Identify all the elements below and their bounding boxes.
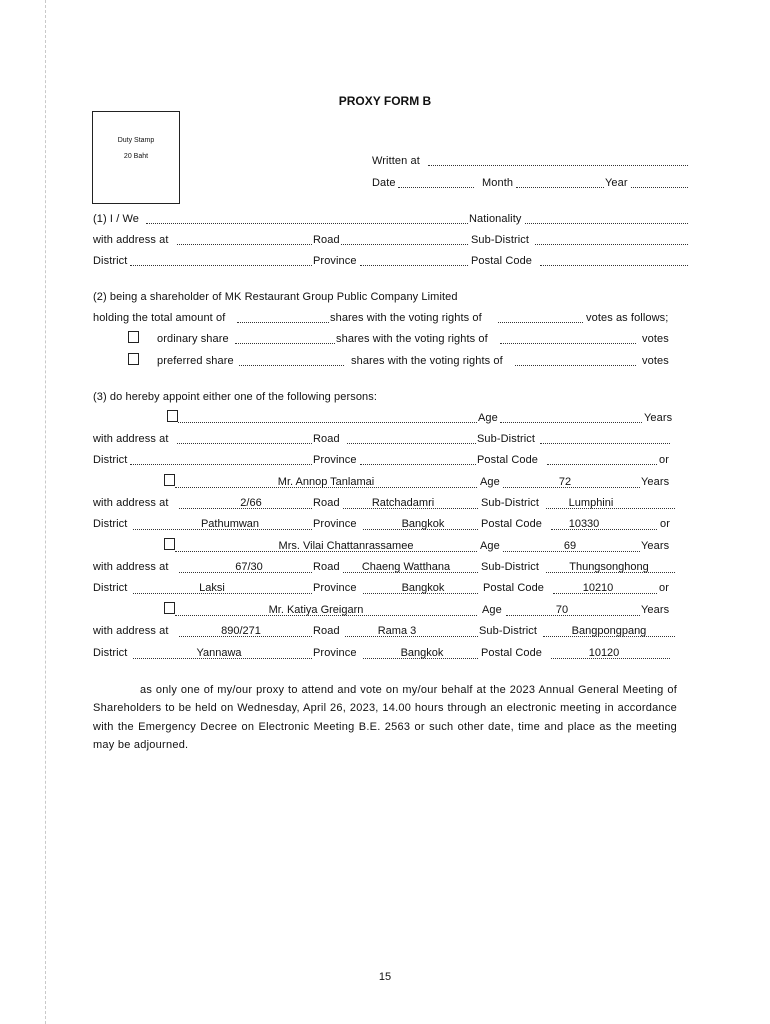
proxy-3-age-label: Age: [482, 604, 502, 616]
date-field[interactable]: [398, 187, 474, 188]
proxy-1-age-label: Age: [480, 476, 500, 488]
proxy-2-district-label: District: [93, 582, 128, 594]
duty-stamp-box: [92, 111, 180, 204]
written-at-label: Written at: [372, 155, 420, 167]
month-field[interactable]: [516, 187, 604, 188]
page-edge-divider: [45, 0, 46, 1024]
district-label: District: [93, 255, 128, 267]
ordinary-voting-label: shares with the voting rights of: [336, 333, 488, 345]
blank-district-field[interactable]: [130, 464, 312, 465]
ordinary-shares-field[interactable]: [235, 343, 335, 344]
proxy-3-address-label: with address at: [93, 625, 169, 637]
preferred-share-label: preferred share: [157, 355, 234, 367]
proxy-1-postal-code: 10330: [568, 518, 600, 530]
proxy-2-age: 69: [563, 540, 577, 552]
proxy-1-checkbox[interactable]: [164, 474, 175, 486]
sub-district-label: Sub-District: [471, 234, 530, 246]
ordinary-share-checkbox[interactable]: [128, 331, 139, 343]
road-label: Road: [313, 234, 340, 246]
blank-address-label: with address at: [93, 433, 169, 445]
proxy-1-address-no: 2/66: [240, 497, 262, 509]
duty-stamp-amount: 20 Baht: [123, 153, 149, 160]
proxy-3-province: Bangkok: [400, 647, 444, 659]
blank-address-field[interactable]: [177, 443, 312, 444]
i-we-field[interactable]: [146, 223, 468, 224]
proxy-3-name: Mr. Katiya Greigarn: [268, 604, 364, 616]
proxy-2-province-label: Province: [313, 582, 357, 594]
blank-sub-district-label: Sub-District: [477, 433, 536, 445]
blank-province-label: Province: [313, 454, 357, 466]
preferred-votes-field[interactable]: [515, 365, 636, 366]
proxy-1-province: Bangkok: [401, 518, 445, 530]
sub-district-field[interactable]: [535, 244, 688, 245]
proxy-1-road-label: Road: [313, 497, 340, 509]
blank-district-label: District: [93, 454, 128, 466]
nationality-field[interactable]: [525, 223, 688, 224]
total-shares-field[interactable]: [237, 322, 329, 323]
proxy-3-sub-district-label: Sub-District: [479, 625, 538, 637]
proxy-1-road: Ratchadamri: [371, 497, 435, 509]
proxy-1-sub-district: Lumphini: [568, 497, 614, 509]
province-label: Province: [313, 255, 357, 267]
proxy-1-district: Pathumwan: [200, 518, 260, 530]
preferred-shares-field[interactable]: [239, 365, 344, 366]
votes-follows-label: votes as follows;: [586, 312, 669, 324]
blank-proxy-name-field[interactable]: [178, 422, 477, 423]
proxy-3-checkbox[interactable]: [164, 602, 175, 614]
proxy-2-sub-district-label: Sub-District: [481, 561, 540, 573]
proxy-3-years-label: Years: [641, 604, 670, 616]
proxy-1-sub-district-label: Sub-District: [481, 497, 540, 509]
shareholder-statement: (2) being a shareholder of MK Restaurant Group Public Company Limited: [93, 291, 458, 303]
proxy-1-province-label: Province: [313, 518, 357, 530]
proxy-1-age: 72: [558, 476, 572, 488]
proxy-3-district: Yannawa: [196, 647, 242, 659]
proxy-2-postal-code-label: Postal Code: [483, 582, 545, 594]
preferred-voting-label: shares with the voting rights of: [351, 355, 503, 367]
proxy-3-postal-code-label: Postal Code: [481, 647, 543, 659]
proxy-1-years-label: Years: [641, 476, 670, 488]
shares-voting-label: shares with the voting rights of: [330, 312, 482, 324]
blank-years-label: Years: [644, 412, 673, 424]
proxy-2-or-label: or: [659, 582, 669, 594]
year-label: Year: [605, 177, 628, 189]
preferred-votes-label: votes: [642, 355, 669, 367]
total-votes-field[interactable]: [498, 322, 583, 323]
date-label: Date: [372, 177, 396, 189]
blank-province-field[interactable]: [360, 464, 476, 465]
written-at-field[interactable]: [428, 165, 688, 166]
appoint-statement: (3) do hereby appoint either one of the following persons:: [93, 391, 378, 403]
ordinary-votes-label: votes: [642, 333, 669, 345]
blank-road-field[interactable]: [347, 443, 476, 444]
address-field[interactable]: [177, 244, 312, 245]
proxy-1-name: Mr. Annop Tanlamai: [277, 476, 375, 488]
proxy-2-road: Chaeng Watthana: [361, 561, 451, 573]
proxy-3-road: Rama 3: [377, 625, 417, 637]
proxy-2-years-label: Years: [641, 540, 670, 552]
province-field[interactable]: [360, 265, 468, 266]
district-field[interactable]: [130, 265, 312, 266]
proxy-3-postal-code: 10120: [588, 647, 620, 659]
nationality-label: Nationality: [469, 213, 522, 225]
proxy-3-sub-district: Bangpongpang: [571, 625, 647, 637]
proxy-2-sub-district: Thungsonghong: [569, 561, 649, 573]
proxy-1-or-label: or: [660, 518, 670, 530]
proxy-2-address-label: with address at: [93, 561, 169, 573]
ordinary-votes-field[interactable]: [500, 343, 636, 344]
proxy-2-district: Laksi: [199, 582, 225, 594]
duty-stamp-label: Duty Stamp: [117, 137, 155, 144]
proxy-3-address-no: 890/271: [221, 625, 261, 637]
proxy-2-province: Bangkok: [401, 582, 445, 594]
proxy-2-address-no: 67/30: [235, 561, 263, 573]
proxy-2-checkbox[interactable]: [164, 538, 175, 550]
preferred-share-checkbox[interactable]: [128, 353, 139, 365]
proxy-2-name: Mrs. Vilai Chattanrassamee: [278, 540, 414, 552]
blank-postal-code-field[interactable]: [547, 464, 657, 465]
proxy-3-age: 70: [555, 604, 569, 616]
proxy-authority-paragraph: as only one of my/our proxy to attend and vote on my/our behalf at the 2023 Annual General Meeting of Shareholders to be held on Wednesday, April 26, 2023, 14.00 hours through an electronic meeting in accordance with the Emergency Decree on Electronic Meeting B.E. 2563 or such other date, time and place as the meeting may be adjourned.: [93, 684, 677, 751]
proxy-2-postal-code: 10210: [582, 582, 614, 594]
proxy-3-district-label: District: [93, 647, 128, 659]
month-label: Month: [482, 177, 514, 189]
page-number: 15: [378, 971, 392, 983]
holding-label: holding the total amount of: [93, 312, 226, 324]
blank-or-label: or: [659, 454, 669, 466]
i-we-label: (1) I / We: [93, 213, 140, 225]
proxy-2-age-label: Age: [480, 540, 500, 552]
blank-proxy-checkbox[interactable]: [167, 410, 178, 422]
proxy-1-postal-code-label: Postal Code: [481, 518, 543, 530]
road-field[interactable]: [341, 244, 468, 245]
proxy-1-address-label: with address at: [93, 497, 169, 509]
postal-code-field[interactable]: [540, 265, 688, 266]
blank-age-field[interactable]: [500, 422, 642, 423]
blank-sub-district-field[interactable]: [540, 443, 670, 444]
blank-postal-code-label: Postal Code: [477, 454, 539, 466]
ordinary-share-label: ordinary share: [157, 333, 229, 345]
address-label: with address at: [93, 234, 169, 246]
proxy-3-province-label: Province: [313, 647, 357, 659]
blank-road-label: Road: [313, 433, 340, 445]
proxy-3-road-label: Road: [313, 625, 340, 637]
year-field[interactable]: [631, 187, 688, 188]
form-title: PROXY FORM B: [338, 94, 432, 108]
blank-age-label: Age: [478, 412, 498, 424]
proxy-1-district-label: District: [93, 518, 128, 530]
proxy-2-road-label: Road: [313, 561, 340, 573]
postal-code-label: Postal Code: [471, 255, 533, 267]
